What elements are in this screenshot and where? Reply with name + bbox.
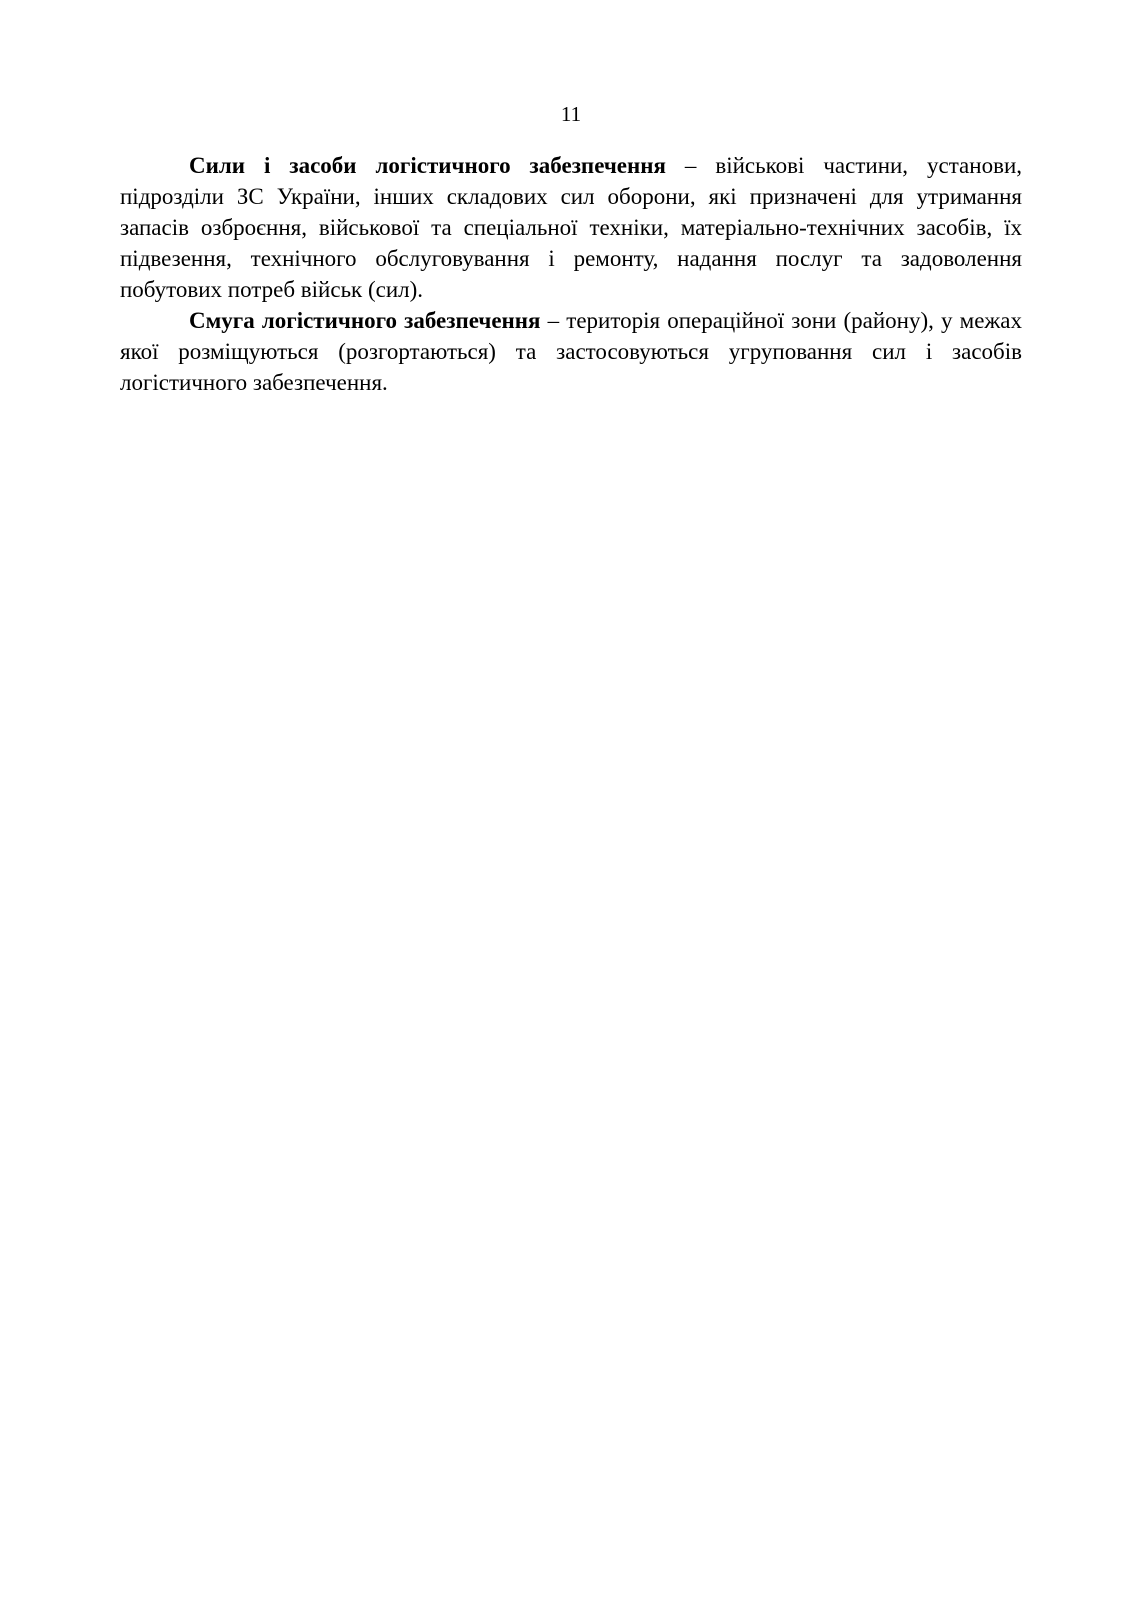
definition-text: військові частини, установи, підрозділи ЗС України, інших складових сил оборони, які призначені для утримання запасів озброєння, військової та спеціальної техніки, матеріально-технічних засобів, їх підвезення, технічного обслуговування і ремонту, надання послуг та задоволення побутових потреб військ (сил). — [120, 153, 1022, 302]
definition-text: територія операційної зони (району), у межах якої розміщуються (розгортаються) та застосовуються угруповання сил і засобів логістичного забезпечення. — [120, 308, 1023, 395]
definition-separator: – — [540, 308, 567, 333]
definition-separator: – — [665, 153, 716, 178]
definition-term: Сили і засоби логістичного забезпечення — [189, 153, 666, 178]
definition-paragraph — [120, 150, 1022, 305]
definition-paragraph — [120, 305, 1022, 398]
page-number: 11 — [560, 102, 582, 126]
document-body — [120, 150, 1022, 398]
definition-term: Смуга логістичного забезпечення — [189, 308, 541, 333]
